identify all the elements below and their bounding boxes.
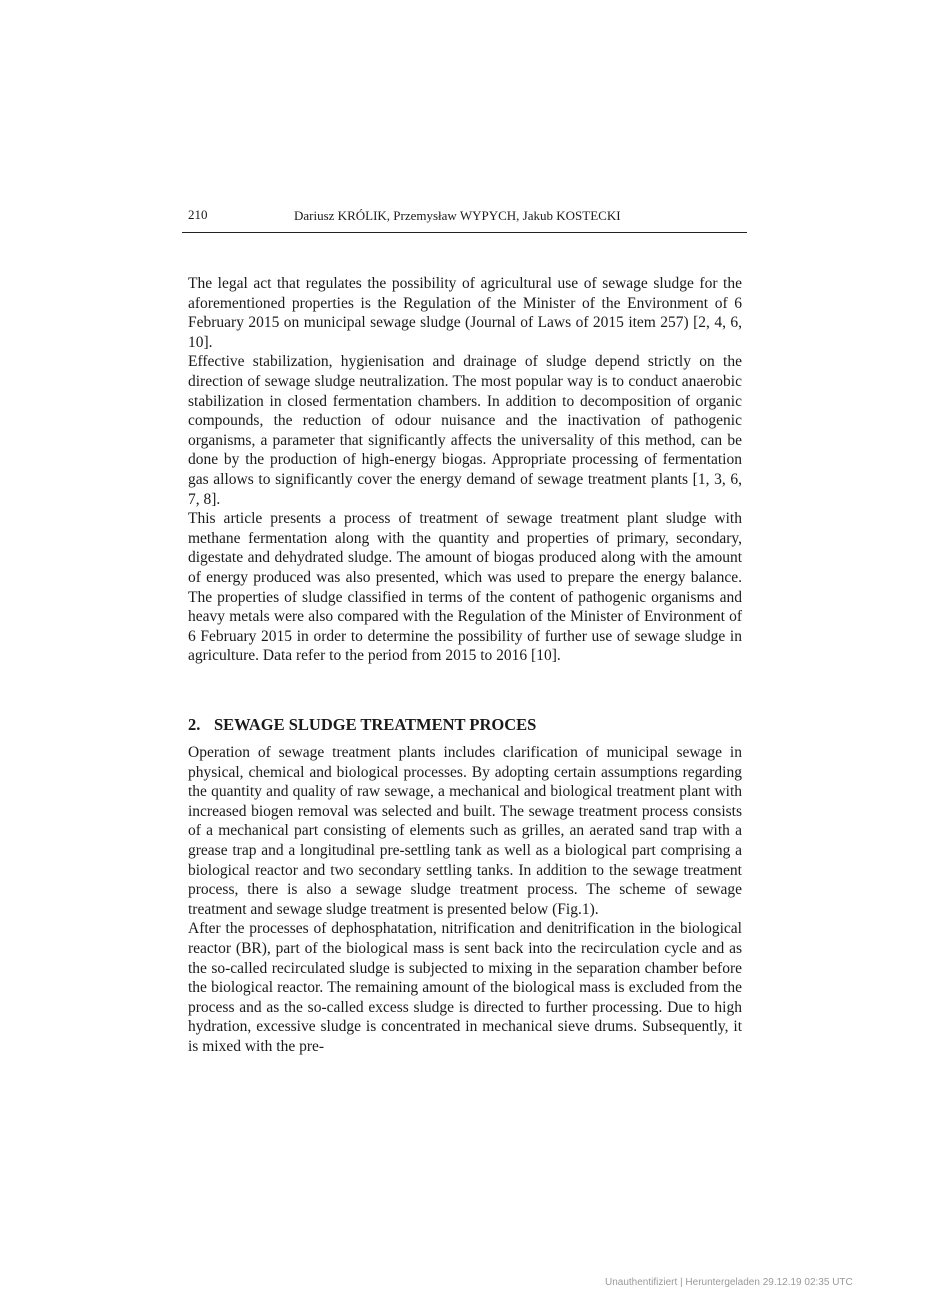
paragraph: Effective stabilization, hygienisation and drainage of sludge depend strictly on the direction of sewage sludge neutralization. The most popular way is to conduct anaerobic stabilization in closed fermentation chambers. In addition to decomposition of organic compounds, the reduction of odour nuisance and the inactivation of pathogenic organisms, a parameter that significantly affects the universality of this method, can be done by the production of high-energy biogas. Appropriate processing of fermentation gas allows to significantly cover the energy demand of sewage treatment plants [1, 3, 6, 7, 8]. (188, 353, 742, 508)
paragraph: This article presents a process of treatment of sewage treatment plant sludge with methane fermentation along with the quantity and properties of primary, secondary, digestate and dehydrated sludge. The amount of biogas produced along with the amount of energy produced was also presented, which was used to prepare the energy balance. The properties of sludge classified in terms of the content of pathogenic organisms and heavy metals were also compared with the Regulation of the Minister of Environment of 6 February 2015 in order to determine the possibility of further use of sewage sludge in agriculture. Data refer to the period from 2015 to 2016 [10]. (188, 510, 742, 665)
running-head-authors: Dariusz KRÓLIK, Przemysław WYPYCH, Jakub KOSTECKI (294, 208, 621, 223)
section-heading (188, 715, 536, 735)
paragraph: The legal act that regulates the possibility of agricultural use of sewage sludge for the aforementioned properties is the Regulation of the Minister of the Environment of 6 February 2015 on municipal sewage sludge (Journal of Laws of 2015 item 257) [2, 4, 6, 10]. (188, 275, 742, 351)
download-watermark: Unauthentifiziert | Heruntergeladen 29.12.19 02:35 UTC (605, 1277, 853, 1288)
section-title: SEWAGE SLUDGE TREATMENT PROCES (214, 715, 537, 734)
header-rule (182, 232, 747, 233)
section-2-text (188, 743, 742, 1057)
section-number: 2. (188, 715, 201, 734)
page-number: 210 (188, 207, 208, 222)
paragraph: Operation of sewage treatment plants includes clarification of municipal sewage in physical, chemical and biological processes. By adopting certain assumptions regarding the quantity and quality of raw sewage, a mechanical and biological treatment plant with increased biogen removal was selected and built. The sewage treatment process consists of a mechanical part consisting of elements such as grilles, an aerated sand trap with a grease trap and a longitudinal pre-settling tank as well as a biological part comprising a biological reactor and two secondary settling tanks. In addition to the sewage treatment process, there is also a sewage sludge treatment process. The scheme of sewage treatment and sewage sludge treatment is presented below (Fig.1). (188, 744, 742, 918)
paragraph: After the processes of dephosphatation, nitrification and denitrification in the biological reactor (BR), part of the biological mass is sent back into the recirculation cycle and as the so-called recirculated sludge is subjected to mixing in the separation chamber before the biological reactor. The remaining amount of the biological mass is excluded from the process and as the so-called excess sludge is directed to further processing. Due to high hydration, excessive sludge is concentrated in mechanical sieve drums. Subsequently, it is mixed with the pre- (188, 920, 742, 1055)
intro-text (188, 274, 742, 666)
